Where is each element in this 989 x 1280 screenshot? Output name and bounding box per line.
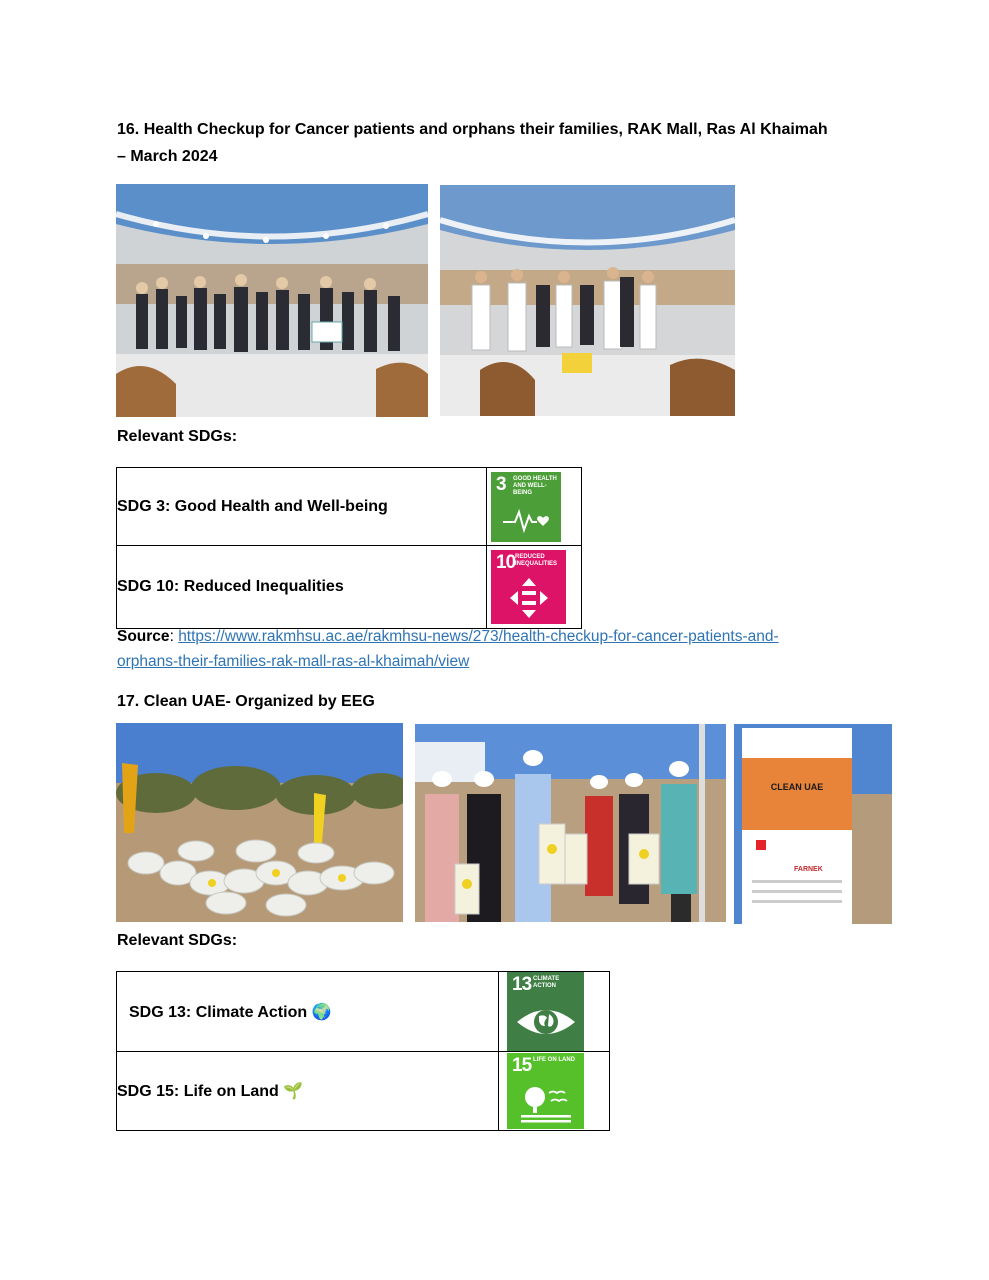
seedling-emoji: 🌱 bbox=[283, 1083, 304, 1100]
sdg-10-tile: 10 REDUCED INEQUALITIES bbox=[491, 550, 566, 624]
equality-arrows-icon bbox=[508, 576, 550, 620]
health-checkup-doctors-photo bbox=[440, 185, 735, 416]
clean-uae-bags-photo bbox=[116, 723, 403, 922]
sdg-13-tile: 13 CLIMATE ACTION bbox=[507, 972, 584, 1051]
poster-title: CLEAN UAE bbox=[770, 782, 824, 792]
health-checkup-group-photo bbox=[116, 184, 428, 417]
sdg-row-15 bbox=[117, 1052, 610, 1131]
sdg-13-label: SDG 13: Climate Action 🌍 bbox=[117, 972, 499, 1052]
sdg-10-label: SDG 10: Reduced Inequalities bbox=[117, 546, 487, 629]
sdg-3-label: SDG 3: Good Health and Well-being bbox=[117, 468, 487, 546]
section-17-heading: 17. Clean UAE- Organized by EEG bbox=[117, 693, 375, 710]
eye-globe-icon bbox=[515, 1004, 577, 1040]
globe-emoji: 🌍 bbox=[311, 1003, 332, 1021]
heartbeat-icon bbox=[501, 506, 553, 534]
section-16-heading: 16. Health Checkup for Cancer patients and orphans their families, RAK Mall, Ras Al Khaimah – March 2024 bbox=[117, 121, 828, 165]
source-label: Source bbox=[117, 628, 170, 645]
source-link-line1[interactable]: https://www.rakmhsu.ac.ae/rakmhsu-news/273/health-checkup-for-cancer-patients-and- bbox=[178, 628, 779, 645]
section-16-sdg-table bbox=[116, 467, 582, 629]
tree-birds-icon bbox=[521, 1083, 571, 1125]
section-16-source: Source: https://www.rakmhsu.ac.ae/rakmhsu-news/273/health-checkup-for-cancer-patients-and- orphans-their-families-rak-mall-ras-al-khaimah/view bbox=[117, 628, 779, 670]
poster-board bbox=[742, 728, 852, 924]
sdg-15-label: SDG 15: Life on Land 🌱 bbox=[117, 1052, 499, 1131]
section-16-relevant-sdgs-label: Relevant SDGs: bbox=[117, 428, 238, 445]
poster-sponsor: FARNEK bbox=[794, 866, 823, 873]
sdg-3-tile: 3 GOOD HEALTH AND WELL-BEING bbox=[491, 472, 561, 542]
sdg-row-13 bbox=[117, 972, 610, 1052]
sdg-15-tile: 15 LIFE ON LAND bbox=[507, 1053, 584, 1129]
sdg-row-3 bbox=[117, 468, 582, 546]
source-link-line2[interactable]: orphans-their-families-rak-mall-ras-al-khaimah/view bbox=[117, 653, 470, 670]
section-17-relevant-sdgs-label: Relevant SDGs: bbox=[117, 932, 238, 949]
sdg-row-10 bbox=[117, 546, 582, 629]
section-17-sdg-table bbox=[116, 971, 610, 1131]
clean-uae-volunteers-photo bbox=[415, 724, 726, 922]
clean-uae-poster-photo bbox=[734, 724, 892, 924]
